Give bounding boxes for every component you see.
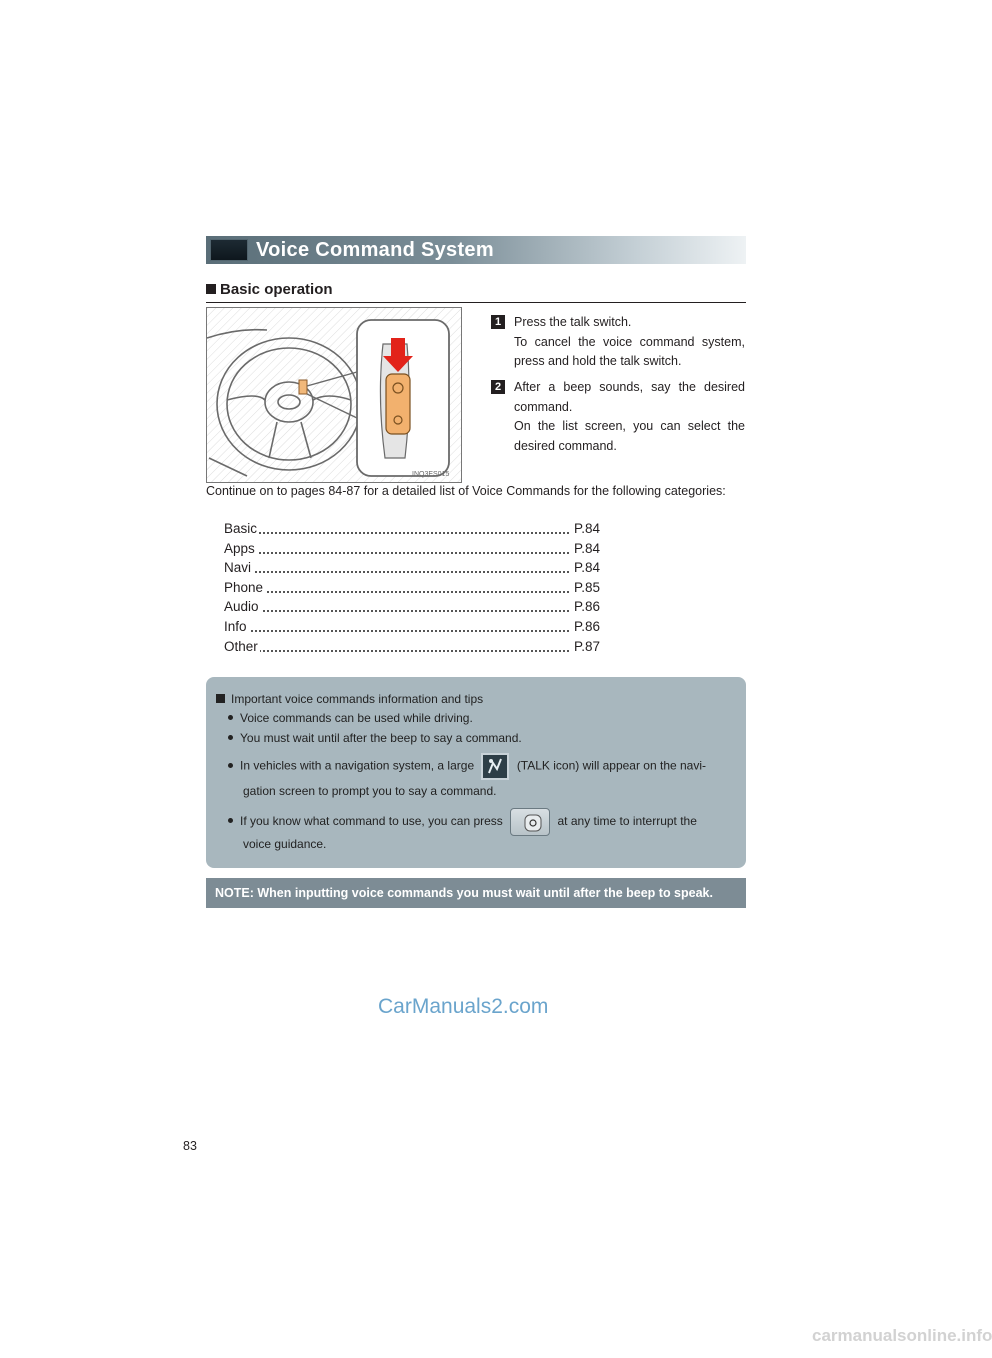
tip-bullet-press-icon (228, 808, 697, 836)
toc-page: P.86 (571, 617, 600, 637)
tip-text: (TALK icon) will appear on the navi- (516, 758, 707, 773)
toc-label: Other (224, 637, 260, 657)
step-number-2: 2 (491, 380, 505, 394)
talk-icon (481, 753, 509, 780)
toc-page: P.86 (571, 597, 600, 617)
page-title: Voice Command System (256, 239, 494, 261)
toc-label: Phone (224, 578, 265, 598)
tip-bullet-talk-icon (228, 753, 706, 780)
toc-entry (224, 558, 600, 578)
toc-page: P.87 (571, 637, 600, 657)
step-2-line-1: After a beep sounds, say the desired command. (514, 380, 745, 414)
tip-continuation: gation screen to prompt you to say a command. (243, 784, 497, 798)
bullet-icon (228, 763, 233, 768)
toc-entry (224, 519, 600, 539)
tip-text: at any time to interrupt the (557, 814, 697, 829)
watermark-link[interactable]: CarManuals2.com (378, 995, 549, 1018)
page-number: 83 (183, 1139, 197, 1153)
bullet-icon (228, 735, 233, 740)
toc-entry (224, 539, 600, 559)
toc-entry (224, 578, 600, 598)
toc-label: Navi (224, 558, 253, 578)
section-rule (206, 302, 746, 303)
tip-text: Voice commands can be used while driving. (240, 711, 473, 725)
toc-label: Basic (224, 519, 259, 539)
tips-title (216, 692, 483, 706)
tip-text: If you know what command to use, you can press (240, 814, 503, 829)
toc-entry (224, 637, 600, 657)
step-number-1: 1 (491, 315, 505, 329)
footer-watermark: carmanualsonline.info (812, 1326, 992, 1345)
toc-label: Apps (224, 539, 257, 559)
talk-switch-icon (510, 808, 550, 836)
toc-entry (224, 597, 600, 617)
steering-talk-switch-drawing (207, 308, 461, 482)
step-1-line-2: To cancel the voice command system, press and hold the talk switch. (514, 334, 745, 368)
tips-square-icon (216, 694, 225, 703)
tip-text: In vehicles with a navigation system, a large (240, 758, 475, 773)
step-1-line-1: Press the talk switch. (514, 315, 632, 329)
step-2-line-2: On the list screen, you can select the desired command. (514, 419, 745, 453)
toc-page: P.84 (571, 558, 600, 578)
illustration-code: INQ3ES015 (412, 471, 450, 478)
title-bar-icon (210, 239, 248, 261)
section-heading-label: Basic operation (220, 281, 333, 298)
toc-page: P.84 (571, 519, 600, 539)
steering-wheel-illustration (206, 307, 462, 483)
toc-page: P.84 (571, 539, 600, 559)
categories-intro: Continue on to pages 84-87 for a detailed list of Voice Commands for the following categories: (206, 484, 726, 498)
note-text: NOTE: When inputting voice commands you must wait until after the beep to speak. (215, 886, 713, 900)
bullet-icon (228, 715, 233, 720)
tips-title-label: Important voice commands information and tips (231, 692, 484, 706)
tip-bullet (228, 731, 522, 745)
section-square-icon (206, 284, 216, 294)
tip-bullet (228, 711, 473, 725)
tip-text: You must wait until after the beep to say a command. (240, 731, 522, 745)
step-2-text (514, 378, 745, 456)
tip-continuation: voice guidance. (243, 837, 327, 851)
bullet-icon (228, 818, 233, 823)
toc-page: P.85 (571, 578, 600, 598)
toc-label: Info (224, 617, 249, 637)
step-1-text (514, 313, 745, 372)
section-heading (206, 281, 333, 298)
toc-entry (224, 617, 600, 637)
toc-label: Audio (224, 597, 261, 617)
